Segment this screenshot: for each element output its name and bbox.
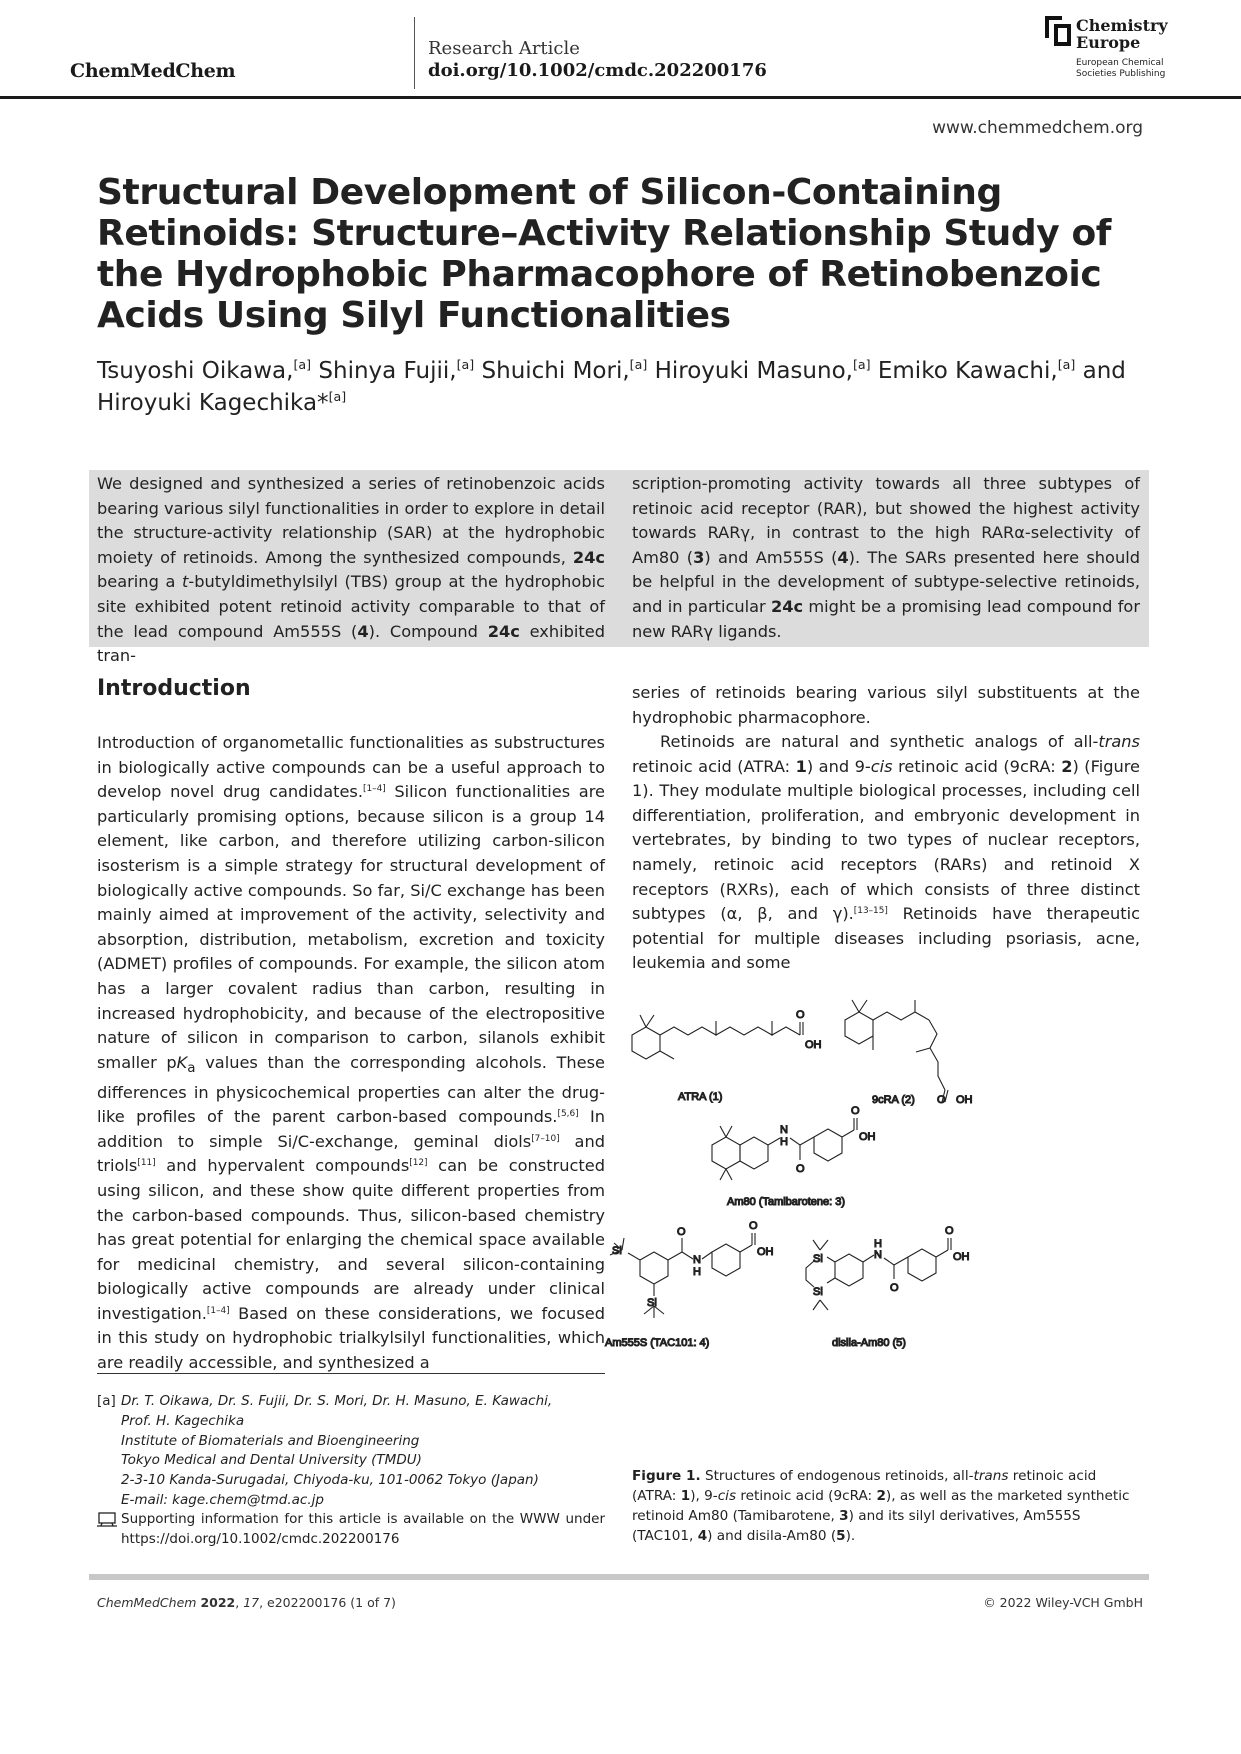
text-run: K [176,1052,188,1072]
publisher-name [1076,17,1168,51]
text-run: 4 [357,621,369,641]
am80-hydrogen: H [780,1136,788,1148]
text-run: 24c [770,596,804,616]
text-run: and hypervalent compounds [155,1156,410,1176]
text-run: Silicon functionalities are particularly promising options, because silicon is a group 14 element, like carbon, and therefore utilizing carbon-silicon isosterism is a simple strategy for structural development of biologically active compounds. So far, Si/C exchange has been mainly aimed at improvement of the activity, selectivity and absorption, distribution, metabolism, excretion and toxicity (ADMET) profiles of compounds. For example, the silicon atom has a larger covalent radius than carbon, resulting in increased hydrophobicity, and because of the electropositive nature of silicon in comparison to carbon, silanols exhibit smaller p [97,782,605,1072]
author-name: Shuichi Mori, [474,358,630,384]
disila-silicon-1: Si [813,1253,823,1265]
text-run: [1–4] [206,1305,230,1316]
disila-nitrogen: N [874,1249,882,1261]
footer-volume: 17 [243,1595,260,1610]
computer-monitor-icon [97,1512,117,1528]
text-run: 1 [680,1488,691,1504]
text-run: ) (Figure 1). They modulate multiple biological processes, including cell differentiation, proliferation, and embryonic development in vertebrates, by binding to two types of nuclear receptors, namely, retinoic acid receptors (RARs) and retinoid X receptors (RXRs), each of which consists of three distinct subtypes (α, β, and γ). [632,756,1141,924]
author-affiliation-mark: [a] [328,389,347,405]
text-run: trans [973,1468,1009,1484]
footer-article-id: , e202200176 (1 of 7) [259,1595,396,1610]
am555s-carbonyl-oxygen: O [677,1226,686,1238]
text-run: ). Compound [368,621,488,641]
author-name: Hiroyuki Masuno, [647,358,853,384]
9cra-label: 9cRA (2) [872,1094,915,1106]
journal-name: ChemMedChem [70,60,236,82]
text-run: ) and its silyl derivatives, Am555S (TAC101, [632,1508,1081,1544]
affiliation-line: Prof. H. Kagechika [121,1412,245,1429]
text-run: can be constructed using silicon, and these show quite different properties from the carbon-based compounds. Thus, silicon-based chemistry has great potential for enlarging the chemical space available for medicinal chemistry, and several silicon-containing biologically active compounds are already under clinical investigation. [97,1156,605,1323]
article-title: Structural Development of Silicon-Containing Retinoids: Structure–Activity Relationship Study of the Hydrophobic Pharmacophore of Retinobenzoic Acids Using Silyl Functionalities [97,172,1112,336]
disila-carbonyl-oxygen: O [890,1282,899,1294]
article-type: Research Article [428,38,580,59]
text-run: 4 [837,547,849,567]
9cra-oxygen: O [937,1094,946,1106]
author-affiliation-mark: [a] [1057,357,1076,373]
intro-paragraph-right-continuation: series of retinoids bearing various silyl substituents at the hydrophobic pharmacophore. [632,683,1140,727]
footer-journal: ChemMedChem [97,1595,197,1610]
am555s-label: Am555S (TAC101: 4) [605,1337,710,1349]
affiliation-line: Tokyo Medical and Dental University (TMDU) [121,1452,422,1469]
text-run: exhibited tran- [97,621,605,666]
author-name: and Hiroyuki Kagechika* [97,358,1126,416]
text-run: [13–15] [853,905,888,916]
am555s-hydrogen: H [693,1266,701,1278]
text-run: Retinoids have therapeutic potential for multiple diseases including psoriasis, acne, leukemia and some [632,904,1141,973]
text-run: -butyldimethylsilyl (TBS) group at the hydrophobic site exhibited potent retinoid activity comparable to that of the lead compound Am555S ( [97,572,605,641]
am80-hydroxyl: OH [859,1131,876,1143]
text-run: cis [870,756,893,776]
intro-paragraph-left [97,731,605,1376]
text-run: retinoic acid (9cRA: [736,1488,877,1504]
footer-bar [89,1574,1149,1580]
disila-acid-oxygen: O [945,1225,954,1237]
text-run: retinoic acid (9cRA: [892,756,1062,776]
publisher-subtitle [1076,58,1165,80]
affiliation-lines [121,1392,601,1511]
text-run: might be a promising lead compound for new RARγ ligands. [632,596,1140,641]
author-affiliation-mark: [a] [852,357,871,373]
text-run: 3 [839,1508,849,1524]
text-run: retinoic acid (ATRA: [632,1468,1097,1504]
text-run: ) and Am555S ( [704,547,838,567]
publisher-name-line2: Europe [1076,33,1141,52]
text-run: In addition to simple Si/C-exchange, geminal diols [97,1107,605,1151]
disila-hydrogen: H [874,1238,882,1250]
text-run: Introduction of organometallic functionalities as substructures in biologically active compounds can be a useful approach to develop novel drug candidates. [97,733,605,802]
header-divider [414,17,415,89]
atra-hydroxyl: OH [805,1039,822,1051]
text-run: 2 [1061,756,1073,776]
affiliation-line: Dr. T. Oikawa, Dr. S. Fujii, Dr. S. Mori, Dr. H. Masuno, E. Kawachi, [121,1393,553,1409]
text-run: retinoic acid (ATRA: [632,756,796,776]
9cra-hydroxyl: OH [956,1094,973,1106]
affiliation-line: 2-3-10 Kanda-Surugadai, Chiyoda-ku, 101-0062 Tokyo (Japan) [121,1472,539,1489]
abstract-right-column [632,472,1140,644]
footer-year: 2022 [200,1595,236,1610]
chemistry-europe-logo-icon [1045,16,1071,46]
text-run: ) and 9- [806,756,871,776]
disila-silicon-2: Si [813,1286,823,1298]
am80-carbonyl-oxygen: O [796,1163,805,1175]
text-run: 2 [876,1488,886,1504]
text-run: bearing a [97,572,183,592]
publisher-sub-line2: Societies Publishing [1076,69,1166,79]
author-name: Emiko Kawachi, [870,358,1058,384]
text-run: and triols [97,1131,605,1176]
text-run: [11] [137,1158,156,1169]
text-run: ). [845,1528,856,1544]
figure-1-structures [605,1000,1100,1440]
footer-copyright: © 2022 Wiley-VCH GmbH [983,1595,1143,1610]
intro-paragraph-right [632,730,1140,976]
am555s-hydroxyl: OH [757,1246,774,1258]
text-run: scription-promoting activity towards all three subtypes of retinoic acid receptor (RAR), but showed the highest activity towards RARγ, in contrast to the high RARα-selectivity of Am80 ( [632,474,1140,567]
affiliation-email[interactable]: E-mail: kage.chem@tmd.ac.jp [121,1491,324,1508]
text-run: 1 [795,756,807,776]
text-run: [7–10] [531,1133,560,1144]
author-list [97,355,1157,419]
disila-hydroxyl: OH [953,1251,970,1263]
text-run: Retinoids are natural and synthetic analogs of all- [660,732,1099,751]
abstract-left-column [97,472,605,669]
text-run: Figure 1. [632,1468,701,1484]
footer-citation: ChemMedChem 2022, 17, e202200176 (1 of 7) [97,1595,396,1610]
am555s-silicon-2: Si [647,1297,657,1309]
affiliation-line: Institute of Biomaterials and Bioengineering [121,1432,420,1449]
atra-label: ATRA (1) [678,1091,723,1103]
9cra-structure [845,1000,948,1102]
text-run: Based on these considerations, we focused in this study on hydrophobic trialkylsilyl functionalities, which are readily accessible, and synthesized a [97,1303,605,1373]
am555s-structure [610,1233,755,1318]
text-run: ) and disila-Am80 ( [707,1528,837,1544]
text-run: 5 [836,1528,846,1544]
atra-structure [632,1015,803,1059]
text-run: [1–4] [363,783,386,794]
text-run: t [182,572,189,592]
text-run: cis [717,1488,737,1504]
header-rule [0,96,1241,99]
text-run: Structures of endogenous retinoids, all- [700,1468,974,1484]
text-run: [12] [409,1158,428,1169]
am80-nitrogen: N [780,1124,788,1136]
text-run: trans [1098,732,1140,751]
author-affiliation-mark: [a] [293,357,312,373]
affiliation-tag: [a] [97,1393,116,1409]
text-run: 24c [487,621,520,641]
text-run: 4 [697,1528,708,1544]
figure-1-caption [632,1466,1140,1546]
text-run: ), as well as the marketed synthetic retinoid Am80 (Tamibarotene, [632,1488,1130,1524]
atra-oxygen: O [796,1009,805,1021]
am555s-nitrogen: N [693,1254,701,1266]
author-affiliation-mark: [a] [456,357,475,373]
text-run: We designed and synthesized a series of retinobenzoic acids bearing various silyl functionalities in order to explore in detail the structure-activity relationship (SAR) at the hydrophobic moiety of retinoids. Among the synthesized compounds, [97,474,605,567]
text-run: values than the corresponding alcohols. These differences in physicochemical properties can alter the drug-like profiles of the parent carbon-based compounds. [97,1052,605,1127]
text-run: ). The SARs presented here should be helpful in the development of subtype-selective retinoids, and in particular [632,547,1140,616]
journal-website-link[interactable]: www.chemmedchem.org [932,118,1143,138]
author-affiliation-mark: [a] [629,357,648,373]
text-run: 3 [693,547,705,567]
text-run: ), 9- [690,1488,718,1504]
publisher-sub-line1: European Chemical [1076,58,1164,68]
text-run: a [187,1059,196,1076]
am555s-silicon-1: Si [612,1245,622,1257]
footnote-rule [97,1373,605,1374]
author-name: Shinya Fujii, [311,358,457,384]
text-run: 24c [572,547,605,567]
supporting-information-note: Supporting information for this article is available on the WWW under https://doi.org/10.1002/cmdc.202200176 [121,1511,605,1547]
text-run: [5,6] [557,1108,579,1119]
disila-am80-label: disila-Am80 (5) [832,1337,906,1349]
am80-acid-oxygen: O [851,1105,860,1117]
author-name: Tsuyoshi Oikawa, [97,358,294,384]
introduction-heading: Introduction [97,676,251,701]
am555s-acid-oxygen: O [749,1220,758,1232]
publisher-name-line1: Chemistry [1076,16,1168,35]
doi-link[interactable]: doi.org/10.1002/cmdc.202200176 [428,60,767,81]
am80-label: Am80 (Tamibarotene: 3) [727,1196,845,1208]
